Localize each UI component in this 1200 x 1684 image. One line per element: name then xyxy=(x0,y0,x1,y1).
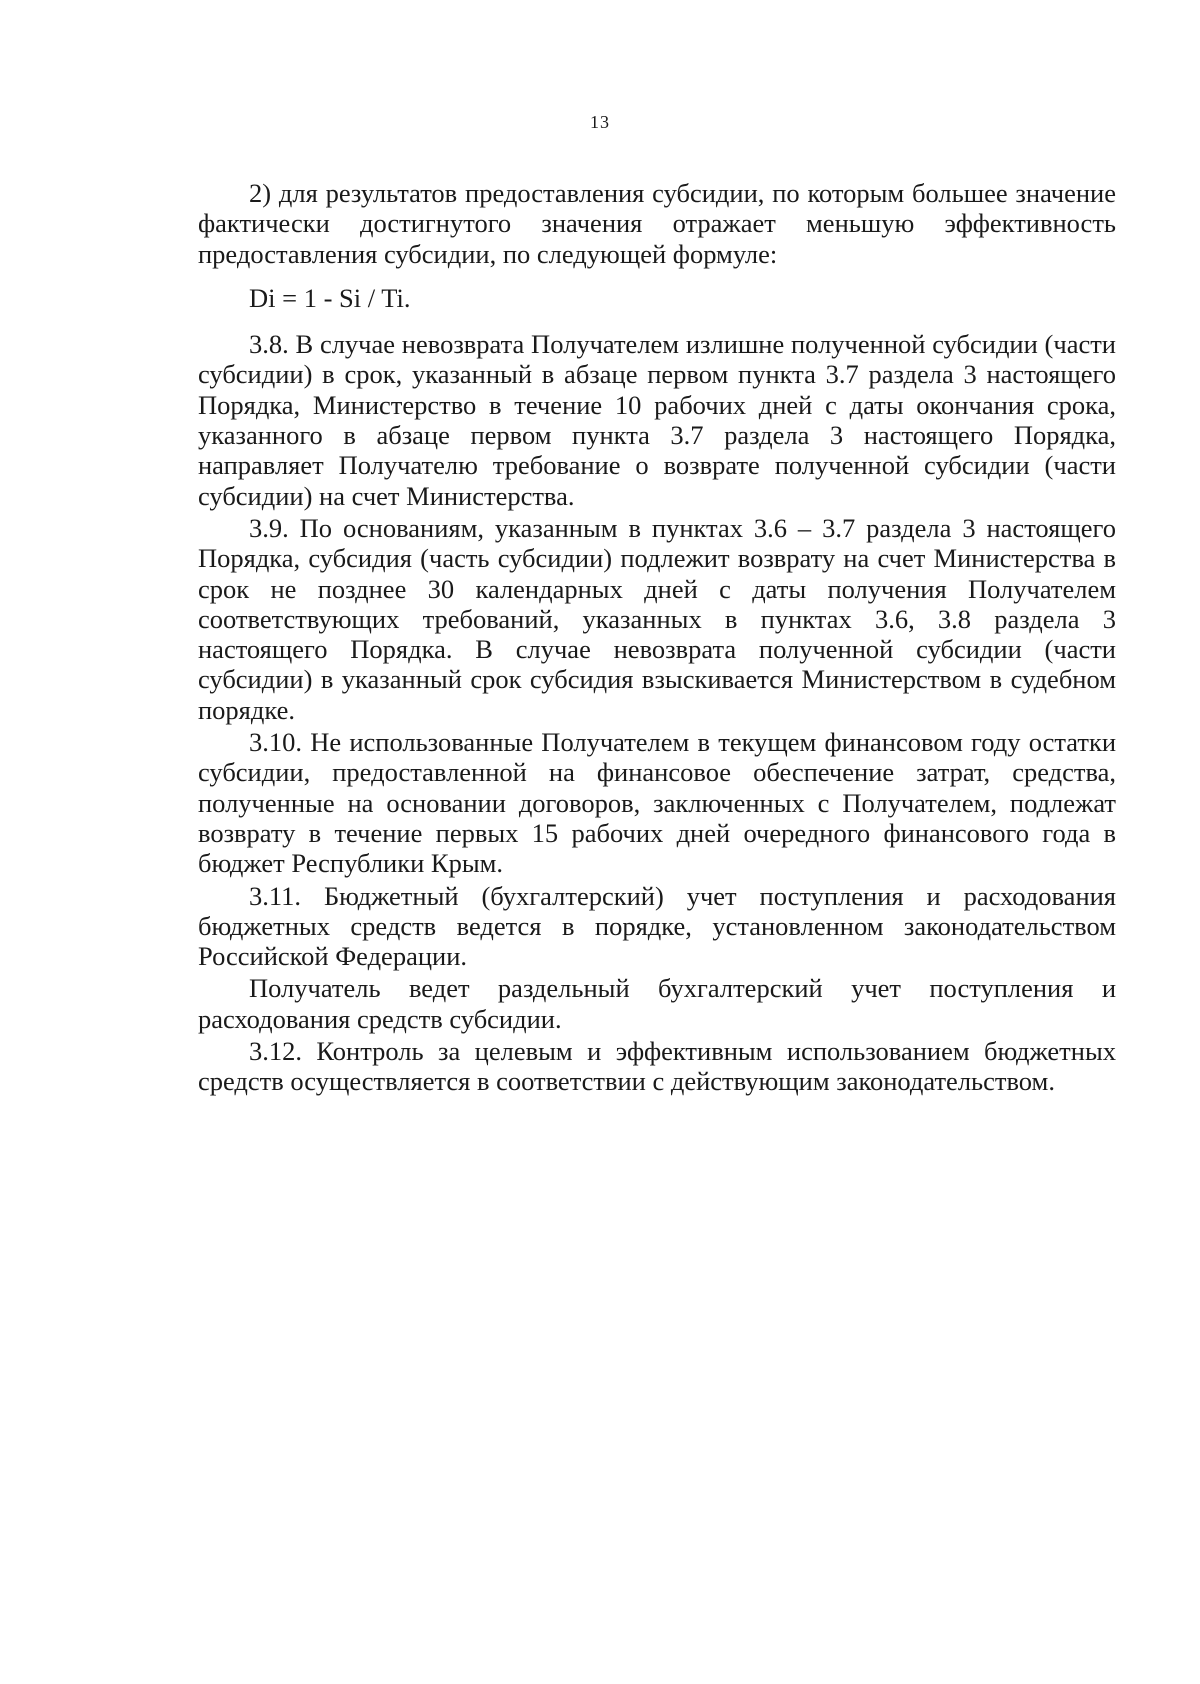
paragraph-3-9: 3.9. По основаниям, указанным в пунктах 3.6 – 3.7 раздела 3 настоящего Порядка, субсидия (часть субсидии) подлежит возврату на счет Министерства в срок не позднее 30 календарных дней с даты получения Получателем соответствующих требований, указанных в пунктах 3.6, 3.8 раздела 3 настоящего Порядка. В случае невозврата полученной субсидии (части субсидии) в указанный срок субсидия взыскивается Министерством в судебном порядке. xyxy=(198,512,1116,725)
paragraph-formula-intro: 2) для результатов предоставления субсидии, по которым большее значение фактически достигнутого значения отражает меньшую эффективность предоставления субсидии, по следующей формуле: xyxy=(198,178,1116,269)
page-number: 13 xyxy=(590,112,610,132)
document-body xyxy=(198,178,1116,1097)
paragraph-3-11: 3.11. Бюджетный (бухгалтерский) учет поступления и расходования бюджетных средств ведется в порядке, установленном законодательством Российской Федерации. xyxy=(198,880,1116,972)
formula: Di = 1 - Si / Ti. xyxy=(249,282,411,313)
paragraph-3-10: 3.10. Не использованные Получателем в текущем финансовом году остатки субсидии, предоставленной на финансовое обеспечение затрат, средства, полученные на основании договоров, заключенных с Получателем, подлежат возврату в течение первых 15 рабочих дней очередного финансового года в бюджет Республики Крым. xyxy=(198,727,1116,879)
paragraph-recipient-accounting: Получатель ведет раздельный бухгалтерский учет поступления и расходования средств субсидии. xyxy=(198,973,1116,1034)
paragraph-3-8: 3.8. В случае невозврата Получателем излишне полученной субсидии (части субсидии) в срок, указанный в абзаце первом пункта 3.7 раздела 3 настоящего Порядка, Министерство в течение 10 рабочих дней с даты окончания срока, указанного в абзаце первом пункта 3.7 раздела 3 настоящего Порядка, направляет Получателю требование о возврате полученной субсидии (части субсидии) на счет Министерства. xyxy=(198,329,1116,511)
paragraph-3-12: 3.12. Контроль за целевым и эффективным использованием бюджетных средств осуществляется в соответствии с действующим законодательством. xyxy=(198,1036,1116,1097)
